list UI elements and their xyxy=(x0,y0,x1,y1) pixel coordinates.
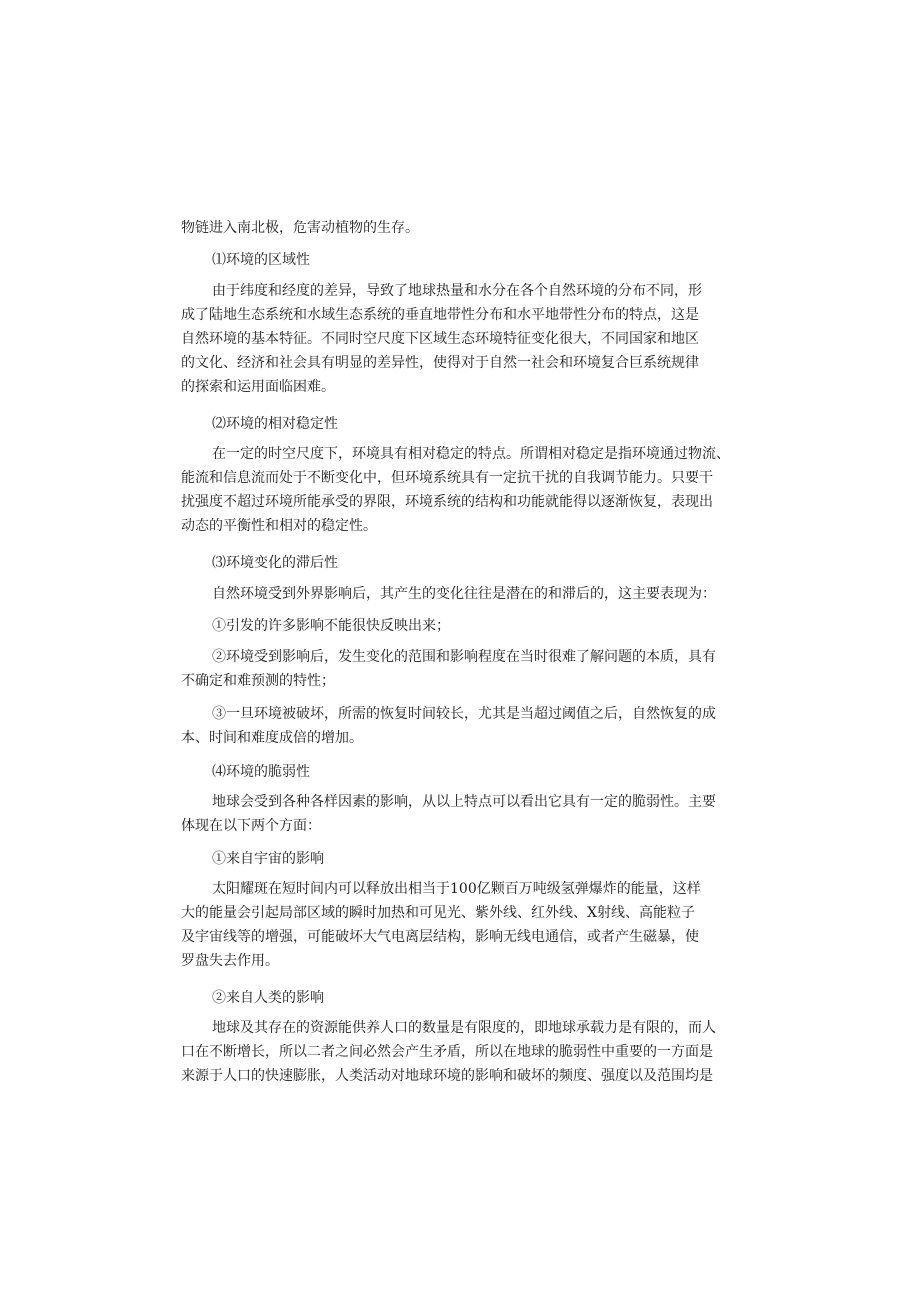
text-line: 大的能量会引起局部区域的瞬时加热和可见光、紫外线、红外线、X射线、高能粒子 xyxy=(181,905,695,921)
text-line: 在一定的时空尺度下，环境具有相对稳定的特点。所谓相对稳定是指环境通过物流、 xyxy=(212,446,730,462)
section-heading: ⑵环境的相对稳定性 xyxy=(212,416,338,432)
text-line: 由于纬度和经度的差异，导致了地球热量和水分在各个自然环境的分布不同，形 xyxy=(212,283,702,299)
paragraph xyxy=(181,442,741,538)
text-line: 体现在以下两个方面： xyxy=(181,818,321,834)
text-line: 太阳耀斑在短时间内可以释放出相当于100亿颗百万吨级氢弹爆炸的能量，这样 xyxy=(212,881,701,897)
subsection-heading: ①来自宇宙的影响 xyxy=(212,851,324,867)
list-item xyxy=(181,702,741,750)
list-item: ①引发的许多影响不能很快反映出来； xyxy=(212,618,450,634)
text-line: 扰强度不超过环境所能承受的界限，环境系统的结构和功能就能得以逐渐恢复，表现出 xyxy=(181,494,713,510)
text-line: 能流和信息流而处于不断变化中，但环境系统具有一定抗干扰的自我调节能力。只要干 xyxy=(181,470,713,486)
text-line: 的文化、经济和社会具有明显的差异性，使得对于自然一社会和环境复合巨系统规律 xyxy=(181,355,699,371)
text-line: 本、时间和难度成倍的增加。 xyxy=(181,730,363,746)
paragraph xyxy=(181,1016,741,1088)
text-line: 及宇宙线等的增强，可能破坏大气电离层结构，影响无线电通信，或者产生磁暴，使 xyxy=(181,929,699,945)
text-line: 物链进入南北极，危害动植物的生存。 xyxy=(181,220,419,236)
text-line: 成了陆地生态系统和水域生态系统的垂直地带性分布和水平地带性分布的特点，这是 xyxy=(181,307,699,323)
subsection-heading: ②来自人类的影响 xyxy=(212,990,324,1006)
list-item xyxy=(181,645,741,693)
text-line: 不确定和难预测的特性； xyxy=(181,673,335,689)
text-line: 来源于人口的快速膨胀，人类活动对地球环境的影响和破坏的频度、强度以及范围均是 xyxy=(181,1068,713,1084)
text-line: 自然环境的基本特征。不同时空尺度下区域生态环境特征变化很大，不同国家和地区 xyxy=(181,331,699,347)
text-line: ③一旦环境被破坏，所需的恢复时间较长，尤其是当超过阈值之后，自然恢复的成 xyxy=(212,706,716,722)
paragraph xyxy=(181,279,741,399)
text-line: 地球及其存在的资源能供养人口的数量是有限度的，即地球承载力是有限的，而人 xyxy=(212,1020,716,1036)
text-line: 的探索和运用面临困难。 xyxy=(181,379,335,395)
text-line: 罗盘失去作用。 xyxy=(181,953,279,969)
section-heading: ⑷环境的脆弱性 xyxy=(212,764,310,780)
section-heading: ⑶环境变化的滞后性 xyxy=(212,555,338,571)
text-line: 口在不断增长，所以二者之间必然会产生矛盾，所以在地球的脆弱性中重要的一方面是 xyxy=(181,1044,713,1060)
text-line: 自然环境受到外界影响后，其产生的变化往往是潜在的和滞后的，这主要表现为： xyxy=(212,586,716,602)
paragraph xyxy=(181,790,741,838)
text-line: ②环境受到影响后，发生变化的范围和影响程度在当时很难了解问题的本质，具有 xyxy=(212,649,716,665)
paragraph xyxy=(181,877,741,973)
section-heading: ⑴环境的区域性 xyxy=(212,252,310,268)
text-line: 地球会受到各种各样因素的影响，从以上特点可以看出它具有一定的脆弱性。主要 xyxy=(212,794,716,810)
text-line: 动态的平衡性和相对的稳定性。 xyxy=(181,518,377,534)
